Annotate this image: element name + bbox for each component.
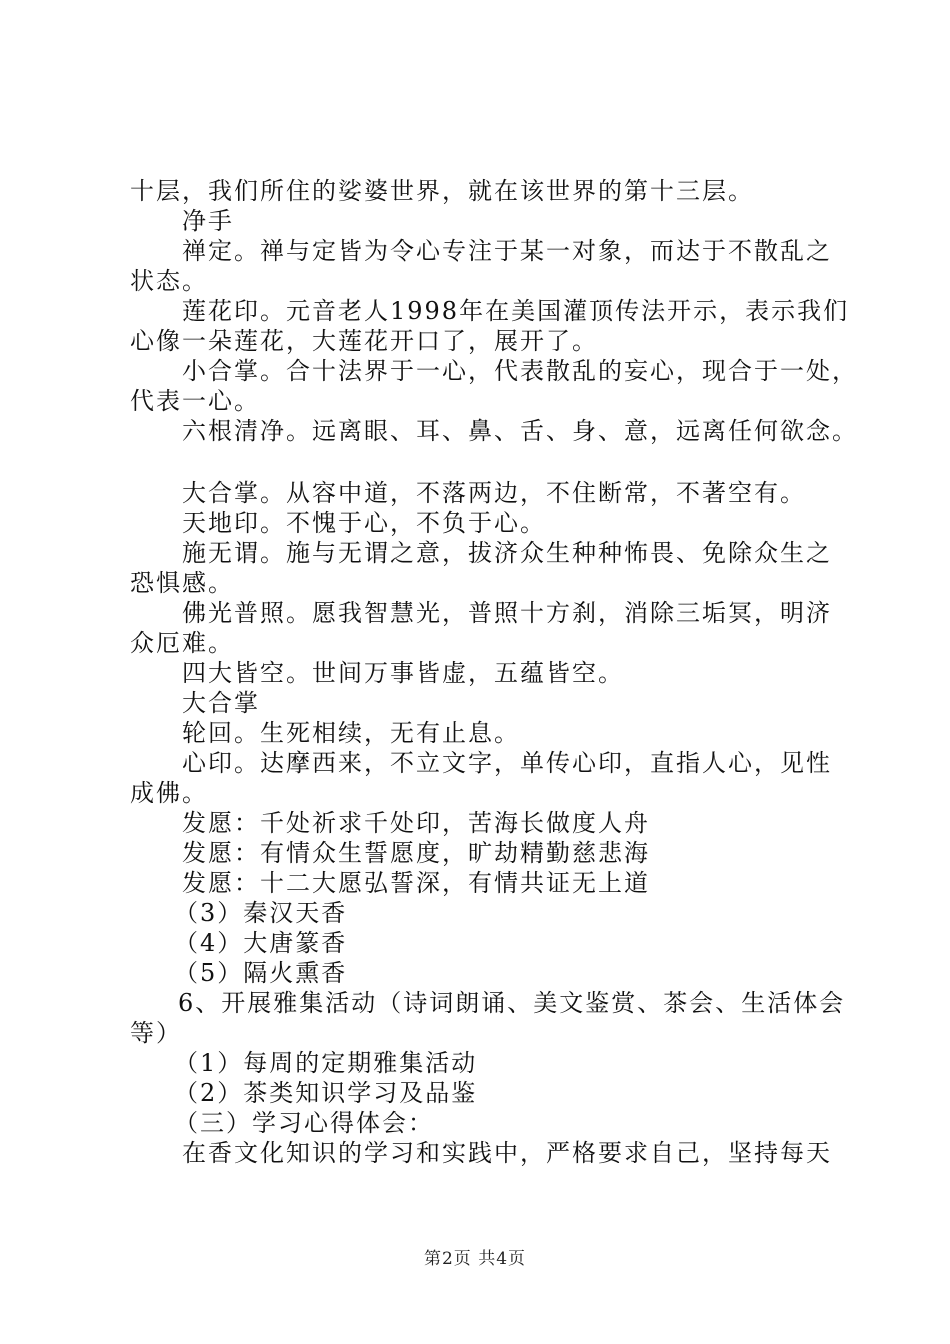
text-line: 莲花印。元音老人1998年在美国灌顶传法开示，表示我们 [182, 297, 850, 325]
text-line: 成佛。 [130, 779, 208, 807]
text-line: 大合掌 [182, 689, 260, 717]
text-line: 净手 [182, 207, 234, 235]
text-line: 佛光普照。愿我智慧光，普照十方刹，消除三垢冥，明济 [182, 599, 832, 627]
text-line: 恐惧感。 [130, 569, 234, 597]
text-line: 禅定。禅与定皆为令心专注于某一对象，而达于不散乱之 [182, 237, 832, 265]
text-line: （三）学习心得体会： [174, 1109, 434, 1137]
text-line: 代表一心。 [130, 387, 260, 415]
blank-line [130, 446, 840, 478]
text-line: 六根清净。远离眼、耳、鼻、舌、身、意，远离任何欲念。 [182, 417, 858, 445]
text-line: 大合掌。从容中道，不落两边，不住断常，不著空有。 [182, 479, 806, 507]
text-line: （5）隔火熏香 [174, 959, 348, 987]
page-number-footer: 第2页 共4页 [423, 1249, 527, 1269]
text-line: （3）秦汉天香 [174, 899, 348, 927]
text-line: 施无谓。施与无谓之意，拔济众生种种怖畏、免除众生之 [182, 539, 832, 567]
text-line: 天地印。不愧于心，不负于心。 [182, 509, 546, 537]
text-line: 发愿：千处祈求千处印，苦海长做度人舟 [182, 809, 650, 837]
text-line: 发愿：十二大愿弘誓深，有情共证无上道 [182, 869, 650, 897]
text-line: 众厄难。 [130, 629, 234, 657]
text-line: 发愿：有情众生誓愿度，旷劫精勤慈悲海 [182, 839, 650, 867]
text-line: （4）大唐篆香 [174, 929, 348, 957]
text-line: 小合掌。合十法界于一心，代表散乱的妄心，现合于一处， [182, 357, 858, 385]
text-line: 在香文化知识的学习和实践中，严格要求自己，坚持每天 [182, 1139, 832, 1167]
text-line: 十层，我们所住的娑婆世界，就在该世界的第十三层。 [130, 177, 754, 205]
document-body [130, 176, 858, 1168]
text-line: （2）茶类知识学习及品鉴 [174, 1079, 478, 1107]
text-line: 心印。达摩西来，不立文字，单传心印，直指人心，见性 [182, 749, 832, 777]
text-line: （1）每周的定期雅集活动 [174, 1049, 478, 1077]
text-line: 轮回。生死相续，无有止息。 [182, 719, 520, 747]
text-line: 6、开展雅集活动（诗词朗诵、美文鉴赏、茶会、生活体会 [178, 989, 846, 1017]
text-line: 心像一朵莲花，大莲花开口了，展开了。 [130, 327, 598, 355]
text-line: 等） [130, 1019, 182, 1047]
text-line: 四大皆空。世间万事皆虚，五蕴皆空。 [182, 659, 624, 687]
text-line: 状态。 [130, 267, 208, 295]
